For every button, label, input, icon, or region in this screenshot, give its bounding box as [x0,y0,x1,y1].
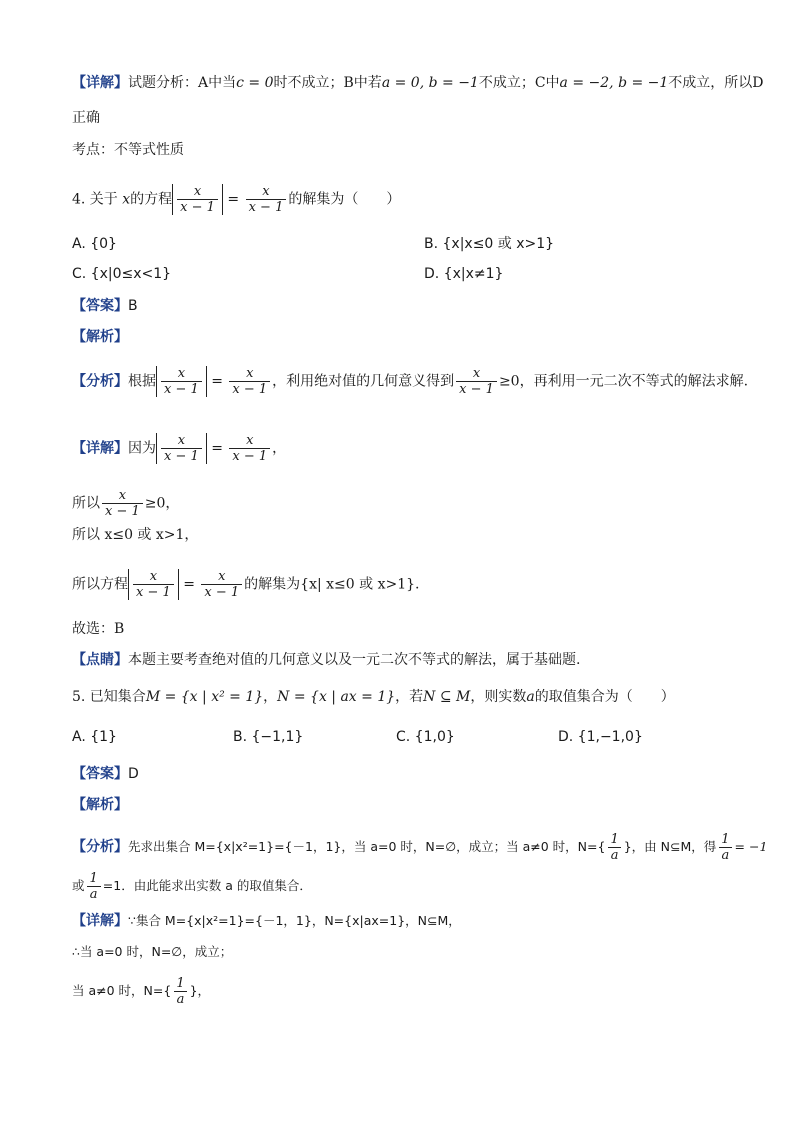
question-5 [72,687,675,707]
xiangjie-line-5 [72,911,461,931]
denominator: x − 1 [177,199,218,215]
text: ，若 [395,689,424,705]
text: 不成立；C中 [478,75,560,91]
option-c: C. {1,0} [396,729,455,745]
numerator: 1 [89,871,98,886]
text: 的方程 [130,191,173,208]
denominator: a [174,991,188,1007]
xiangjie-tag: 【详解】 [72,440,128,457]
question-4: 4. 关于 x的方程 $\frac{x}{x - 1}$ = $\frac{x}{x - 1}$ 的解集为（ ） [72,184,401,215]
text: 的解集为{x| x≤0 或 x>1}. [244,576,420,593]
detail-line-1 [72,73,764,93]
analysis-tag: 【解析】 [72,797,128,813]
denominator: x − 1 [229,381,270,397]
numerator: 1 [176,976,185,991]
math-inline: N ⊆ M [423,689,471,705]
text: 4. 关于 [72,191,118,208]
text: 时不成立；B中若 [273,75,382,91]
dianjing-tag: 【点睛】 [72,652,128,668]
fenxi-tag: 【分析】 [72,373,128,390]
text: ≥0，再利用一元二次不等式的解法求解. [498,373,749,390]
text: 的取值集合为（ ） [534,689,675,705]
option-a: A. {1} [72,729,117,745]
math-inline: a = −2, b = −1 [559,75,669,91]
text: 因为 [128,440,156,457]
denominator: x − 1 [161,381,202,397]
math-var: a [526,689,535,705]
fenxi-tag: 【分析】 [72,839,128,855]
fraction [246,184,287,215]
text: 5. 已知集合 [72,689,146,705]
fraction [718,832,732,863]
numerator: x [177,433,186,448]
fraction [161,366,202,397]
text: 不成立，所以D [668,75,764,91]
fraction [161,433,202,464]
text: 本题主要考查绝对值的几何意义以及一元二次不等式的解法，属于基础题. [128,652,581,668]
fraction [607,832,621,863]
step-4: 故选：B [72,621,125,637]
denominator: x − 1 [456,381,497,397]
numerator: x [149,569,158,584]
text: 或 [72,878,85,893]
answer-tag: 【答案】 [72,298,128,314]
xiangjie-line-5b: ∴当 a=0 时，N=∅，成立； [72,944,233,959]
numerator: x [246,366,254,381]
detail-tag: 【详解】 [72,75,128,91]
option-d: D. {1,−1,0} [558,729,643,745]
option-c: C. {x|0≤x<1} [72,266,172,282]
step-2: 所以 x≤0 或 x>1， [72,527,199,543]
fraction [102,488,143,519]
abs-value [156,433,207,464]
step-3: 所以方程 $\frac{x}{x - 1}$ = $\frac{x}{x - 1}$ 的解集为{x| x≤0 或 x>1}. [72,569,420,600]
text: 先求出集合 M={x|x²=1}={－1，1}，当 a=0 时，N=∅，成立；当 a≠0 时，N={ [128,839,606,854]
text: }， [189,983,211,998]
fenxi-line-5a [72,832,767,863]
step-1 [72,488,179,519]
numerator: x [193,184,202,199]
numerator: x [218,569,226,584]
numerator: x [118,488,127,503]
abs-value [128,569,179,600]
option-b: B. {−1,1} [233,729,304,745]
denominator: x − 1 [229,448,270,464]
text: 根据 [128,373,156,390]
text: 所以方程 [72,576,128,593]
denominator: x − 1 [102,503,143,519]
answer-line [72,764,139,784]
denominator: a [608,847,622,863]
math-inline: M = {x | x² = 1} [145,689,264,705]
text: 当 a≠0 时，N={ [72,983,172,998]
math-inline: a = 0, b = −1 [381,75,479,91]
analysis-tag-line [72,327,128,347]
numerator: 1 [610,832,619,847]
answer-line [72,296,138,316]
analysis-tag: 【解析】 [72,329,128,345]
xiangjie-tag: 【详解】 [72,913,128,929]
denominator: a [87,886,101,902]
math-inline: N = {x | ax = 1} [277,689,396,705]
option-b: B. {x|x≤0 或 x>1} [424,236,555,252]
fenxi-line-4: 【分析】根据 $\frac{x}{x - 1}$ = $\frac{x}{x - 1}$ ，利用绝对值的几何意义得到 $\frac{x}{x - 1}$ ≥0，再利用一元二次不等式的解法求解. [72,366,749,397]
fenxi-line-5b [72,871,312,902]
fraction [456,366,497,397]
dianjing-line [72,650,580,670]
text: ，则实数 [470,689,527,705]
xiangjie-line-5c [72,976,210,1007]
text: ≥0， [144,495,180,512]
kaodian-line: 考点：不等式性质 [72,142,184,158]
option-d: D. {x|x≠1} [424,266,504,282]
numerator: 1 [721,832,730,847]
fraction [229,433,270,464]
text: }，由 N⊆M，得 [623,839,717,854]
denominator: x − 1 [133,584,174,600]
text: ∵集合 M={x|x²=1}={－1，1}，N={x|ax=1}，N⊆M， [128,913,461,928]
denominator: x − 1 [201,584,242,600]
option-a: A. {0} [72,236,117,252]
fraction [201,569,242,600]
denominator: a [719,847,733,863]
math-inline: c = 0 [236,75,274,91]
answer-value: B [128,298,138,314]
fraction [229,366,270,397]
text: ， [263,689,278,705]
numerator: x [177,366,186,381]
analysis-tag-line [72,795,128,815]
fraction [173,976,187,1007]
text: ，利用绝对值的几何意义得到 [272,373,455,390]
text: 的解集为（ ） [288,191,401,208]
fraction [133,569,174,600]
fraction [177,184,218,215]
numerator: x [472,366,481,381]
math-inline: = −1 [734,839,768,854]
numerator: x [246,433,254,448]
denominator: x − 1 [161,448,202,464]
abs-value [172,184,223,215]
text: 试题分析：A中当 [128,75,237,91]
denominator: x − 1 [246,199,287,215]
text: ， [272,440,287,457]
detail-line-2: 正确 [72,110,100,126]
abs-value [156,366,207,397]
answer-value: D [128,766,139,782]
fraction [87,871,101,902]
text: =1．由此能求出实数 a 的取值集合． [102,878,312,893]
answer-tag: 【答案】 [72,766,128,782]
numerator: x [262,184,270,199]
xiangjie-line-4: 【详解】因为 $\frac{x}{x - 1}$ = $\frac{x}{x - 1}$ ， [72,433,287,464]
math-var: x [122,191,131,208]
text: 所以 [72,495,100,512]
